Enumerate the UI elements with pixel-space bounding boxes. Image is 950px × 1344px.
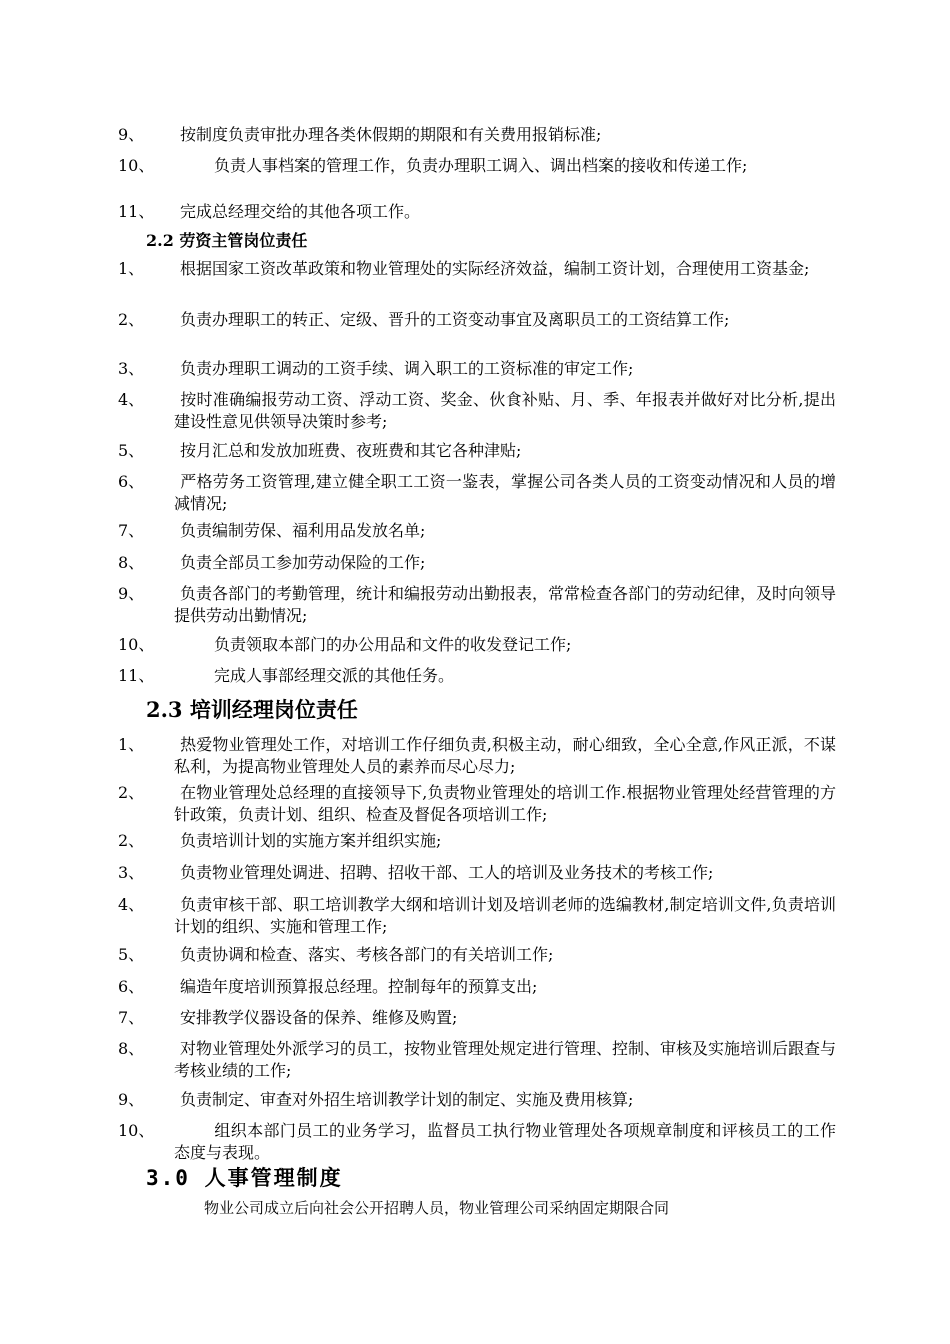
list-item: 2、 负责办理职工的转正、定级、晋升的工资变动事宜及离职员工的工资结算工作;: [118, 310, 730, 329]
list-item: 8、 对物业管理处外派学习的员工，按物业管理处规定进行管理、控制、审核及实施培训后跟查与考核业绩的工作;: [118, 1039, 837, 1080]
list-item: 10、 负责人事档案的管理工作，负责办理职工调入、调出档案的接收和传递工作;: [118, 156, 748, 175]
list-item: 4、 按时准确编报劳动工资、浮动工资、奖金、伙食补贴、月、季、年报表并做好对比分析,提出建设性意见供领导决策时参考;: [118, 390, 836, 431]
list-item: 1、 根据国家工资改革政策和物业管理处的实际经济效益，编制工资计划，合理使用工资基金;: [118, 259, 810, 278]
paragraph-3-0: 物业公司成立后向社会公开招聘人员，物业管理公司采纳固定期限合同: [204, 1199, 670, 1217]
list-item: 9、 负责制定、审查对外招生培训教学计划的制定、实施及费用核算;: [118, 1090, 634, 1109]
list-item: 5、 按月汇总和发放加班费、夜班费和其它各种津贴;: [118, 441, 522, 460]
list-item: 7、 负责编制劳保、福利用品发放名单;: [118, 521, 426, 540]
list-item: 6、 编造年度培训预算报总经理。控制每年的预算支出;: [118, 977, 538, 996]
list-item: 8、 负责全部员工参加劳动保险的工作;: [118, 553, 426, 572]
list-item: 2、 在物业管理处总经理的直接领导下,负责物业管理处的培训工作.根据物业管理处经营管理的方针政策，负责计划、组织、检查及督促各项培训工作;: [118, 783, 836, 824]
list-item: 9、 负责各部门的考勤管理，统计和编报劳动出勤报表，常常检查各部门的劳动纪律，及时向领导提供劳动出勤情况;: [118, 584, 837, 625]
list-item: 7、 安排教学仪器设备的保养、维修及购置;: [118, 1008, 458, 1027]
list-item: 3、 负责物业管理处调进、招聘、招收干部、工人的培训及业务技术的考核工作;: [118, 863, 714, 882]
list-item: 11、 完成人事部经理交派的其他任务。: [118, 666, 455, 685]
list-item: 11、 完成总经理交给的其他各项工作。: [118, 202, 421, 221]
list-item: 9、 按制度负责审批办理各类休假期的期限和有关费用报销标准;: [118, 125, 602, 144]
list-item: 3、 负责办理职工调动的工资手续、调入职工的工资标准的审定工作;: [118, 359, 634, 378]
section-heading-2-2: 2.2 劳资主管岗位责任: [146, 231, 308, 250]
list-item: 10、 负责领取本部门的办公用品和文件的收发登记工作;: [118, 635, 572, 654]
section-heading-3-0: 3.0 人事管理制度: [146, 1166, 343, 1190]
list-item: 5、 负责协调和检查、落实、考核各部门的有关培训工作;: [118, 945, 554, 964]
list-item: 4、 负责审核干部、职工培训教学大纲和培训计划及培训老师的选编教材,制定培训文件,负责培训计划的组织、实施和管理工作;: [118, 895, 836, 936]
list-item: 10、 组织本部门员工的业务学习，监督员工执行物业管理处各项规章制度和评核员工的工作态度与表现。: [118, 1121, 836, 1162]
list-item: 6、 严格劳务工资管理,建立健全职工工资一鉴表，掌握公司各类人员的工资变动情况和人员的增减情况;: [118, 472, 836, 513]
section-heading-2-3: 2.3 培训经理岗位责任: [146, 697, 358, 722]
list-item: 1、 热爱物业管理处工作，对培训工作仔细负责,积极主动，耐心细致，全心全意,作风正派，不谋私利，为提高物业管理处人员的素养而尽心尽力;: [118, 735, 836, 776]
list-item: 2、 负责培训计划的实施方案并组织实施;: [118, 831, 442, 850]
